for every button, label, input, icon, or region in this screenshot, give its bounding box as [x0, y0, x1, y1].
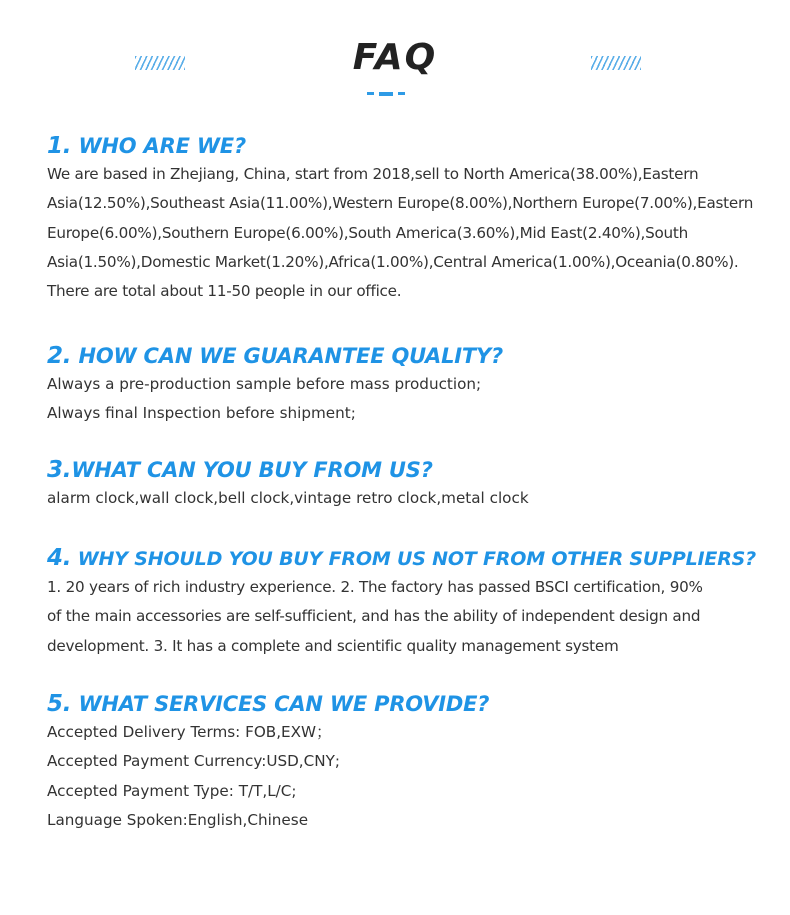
page-title: FAQ [352, 37, 438, 78]
faq-answer [47, 573, 759, 661]
answer-line: alarm clock,wall clock,bell clock,vintage retro clock,metal clock [47, 489, 529, 507]
faq-section-who-are-we [47, 132, 759, 306]
faq-question [47, 544, 759, 573]
answer-line: There are total about 11-50 people in our office. [47, 282, 402, 301]
question-number: 3. [47, 457, 72, 483]
decorative-hatch-right [591, 56, 641, 70]
underline-dash-center [379, 92, 393, 96]
faq-section-why-us [47, 544, 759, 661]
question-number: 2. [47, 343, 72, 369]
question-number: 5. [47, 691, 72, 717]
faq-answer [47, 718, 759, 835]
faq-question [47, 456, 759, 484]
faq-answer [47, 160, 759, 306]
question-text: WHY SHOULD YOU BUY FROM US NOT FROM OTHER SUPPLIERS? [71, 548, 756, 570]
question-text: HOW CAN WE GUARANTEE QUALITY? [71, 344, 503, 368]
faq-section-quality [47, 342, 759, 429]
answer-line: Accepted Delivery Terms: FOB,EXW； [47, 723, 332, 741]
question-number: 1. [47, 133, 72, 159]
faq-answer [47, 370, 759, 429]
answer-line: Accepted Payment Type: T/T,L/C; [47, 781, 297, 800]
title-underline-decoration [367, 92, 411, 96]
faq-question [47, 690, 759, 718]
answer-line: We are based in Zhejiang, China, start from 2018,sell to North America(38.00%),Eastern [47, 165, 699, 183]
question-text: WHO ARE WE? [71, 134, 246, 158]
faq-answer [47, 484, 759, 513]
answer-line: development. 3. It has a complete and scientific quality management system [47, 636, 619, 655]
question-text: WHAT SERVICES CAN WE PROVIDE? [71, 692, 490, 716]
faq-question [47, 342, 759, 370]
answer-line: Always a pre-production sample before mass production; [47, 375, 482, 393]
faq-section-products [47, 456, 759, 513]
underline-dash-left [367, 92, 374, 95]
faq-section-services [47, 690, 759, 835]
answer-line: Always final Inspection before shipment; [47, 404, 356, 423]
answer-line: Europe(6.00%),Southern Europe(6.00%),South America(3.60%),Mid East(2.40%),South [47, 223, 688, 242]
answer-line: 1. 20 years of rich industry experience. 2. The factory has passed BSCI certification, 90% [47, 578, 703, 596]
answer-line: Language Spoken:English,Chinese [47, 810, 309, 829]
answer-line: of the main accessories are self-sufficient, and has the ability of independent design and [47, 607, 701, 626]
underline-dash-right [398, 92, 405, 95]
answer-line: Accepted Payment Currency:USD,CNY; [47, 752, 340, 771]
faq-question [47, 132, 759, 160]
answer-line: Asia(1.50%),Domestic Market(1.20%),Africa(1.00%),Central America(1.00%),Oceania(0.80%). [47, 252, 739, 271]
answer-line: Asia(12.50%),Southeast Asia(11.00%),Western Europe(8.00%),Northern Europe(7.00%),Eastern [47, 194, 754, 213]
question-text: WHAT CAN YOU BUY FROM US? [71, 458, 433, 482]
question-number: 4. [47, 545, 72, 571]
